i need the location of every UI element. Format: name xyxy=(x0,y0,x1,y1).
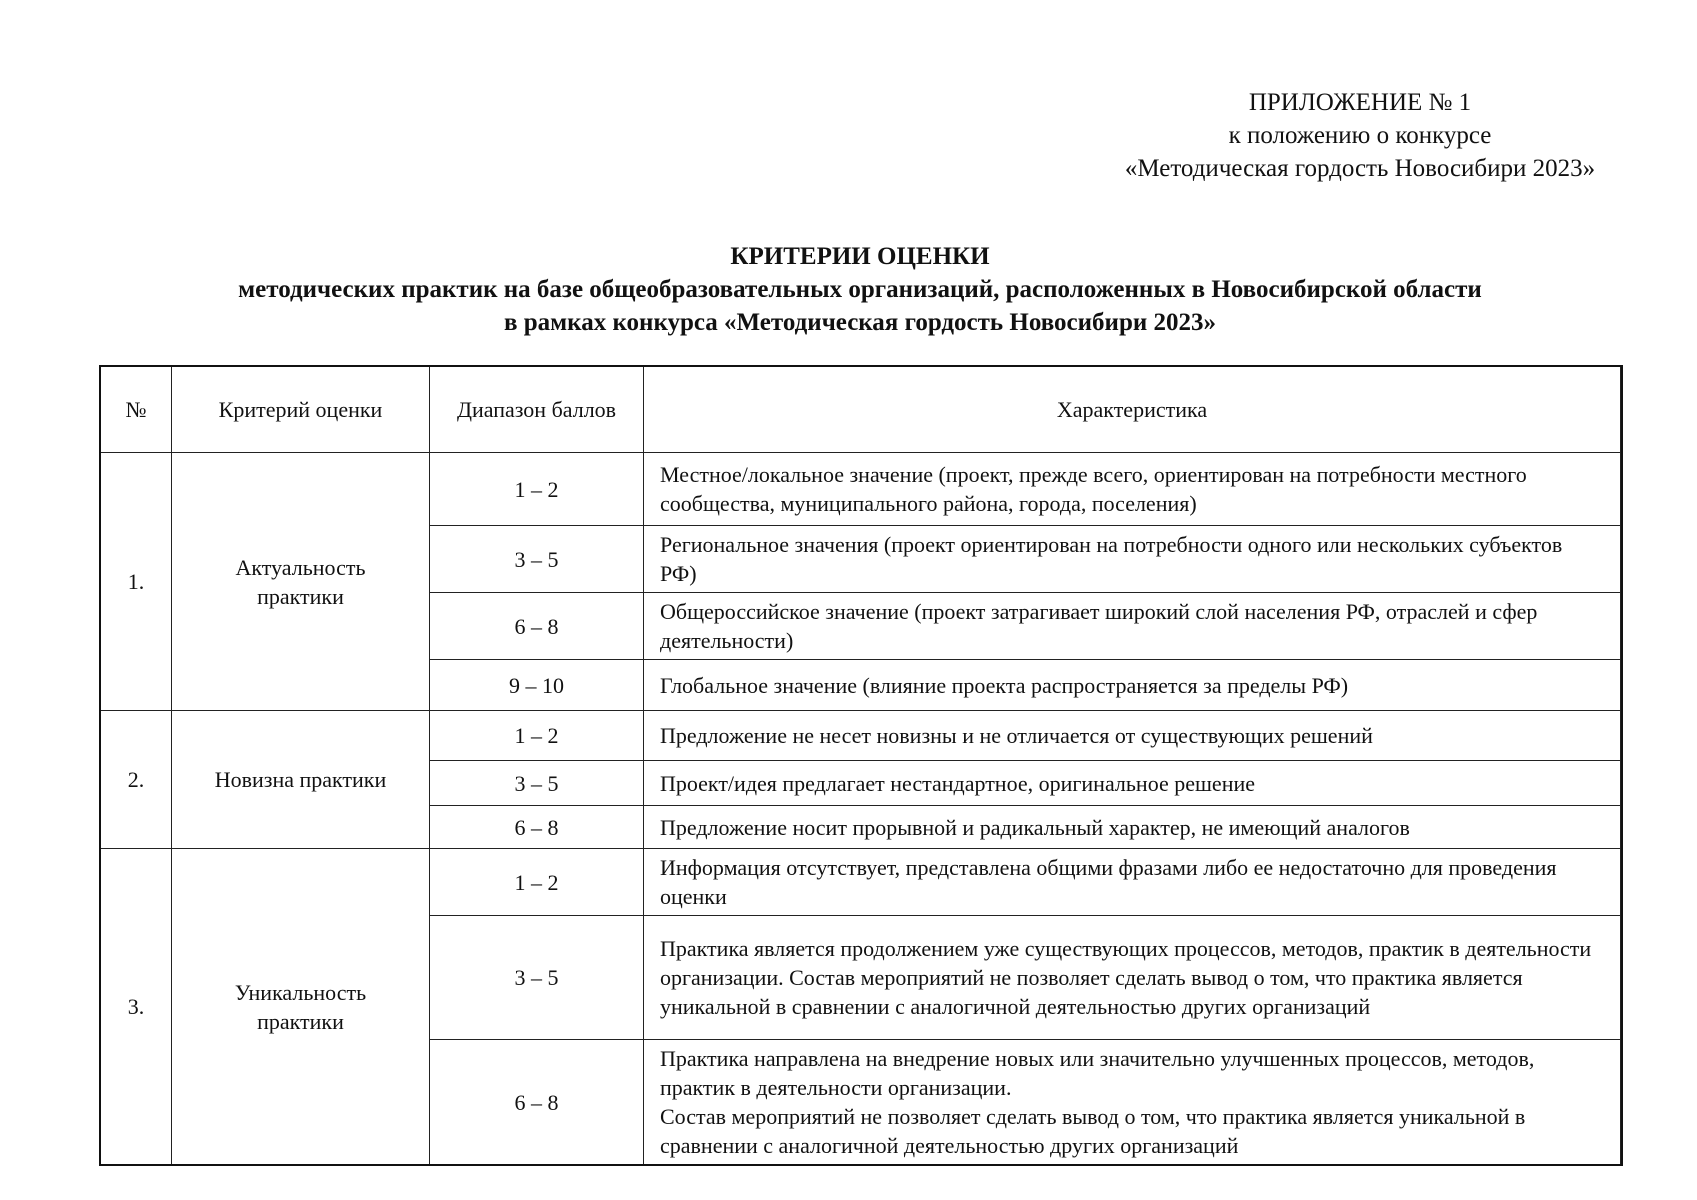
criterion-description: Региональное значения (проект ориентирован на потребности одного или нескольких субъектов РФ) xyxy=(644,526,1621,593)
criterion-description: Общероссийское значение (проект затрагивает широкий слой населения РФ, отраслей и сфер деятельности) xyxy=(644,593,1621,660)
document-subtitle-contest: в рамках конкурса «Методическая гордость Новосибири 2023» xyxy=(504,309,1216,336)
score-range: 6 – 8 xyxy=(430,593,644,660)
appendix-title: ПРИЛОЖЕНИЕ № 1 xyxy=(1248,89,1472,116)
score-range: 1 – 2 xyxy=(430,453,644,526)
score-range: 3 – 5 xyxy=(430,761,644,806)
score-range: 9 – 10 xyxy=(430,660,644,711)
table-row xyxy=(101,711,1621,761)
header-range: Диапазон баллов xyxy=(430,367,644,453)
document-heading xyxy=(100,240,1620,339)
table-row xyxy=(101,453,1621,526)
criterion-description: Проект/идея предлагает нестандартное, оригинальное решение xyxy=(644,761,1621,806)
score-range: 6 – 8 xyxy=(430,1040,644,1165)
score-range: 1 – 2 xyxy=(430,711,644,761)
header-num: № xyxy=(101,367,172,453)
document-title: КРИТЕРИИ ОЦЕНКИ xyxy=(730,243,990,270)
header-criterion: Критерий оценки xyxy=(172,367,430,453)
criterion-description xyxy=(644,1040,1621,1165)
score-range: 3 – 5 xyxy=(430,916,644,1040)
criterion-description: Практика является продолжением уже существующих процессов, методов, практик в деятельности организации. Состав мероприятий не позволяет сделать вывод о том, что практика является уникальной в сравнении с аналогичной деятельностью других организаций xyxy=(644,916,1621,1040)
criterion-name-text: Актуальность практики xyxy=(235,554,366,609)
criterion-description: Информация отсутствует, представлена общими фразами либо ее недостаточно для проведения оценки xyxy=(644,849,1621,916)
table-header-row xyxy=(101,367,1621,453)
criterion-description: Предложение носит прорывной и радикальный характер, не имеющий аналогов xyxy=(644,806,1621,849)
score-range: 1 – 2 xyxy=(430,849,644,916)
criterion-number: 1. xyxy=(101,453,172,711)
appendix-header xyxy=(1040,86,1680,185)
criterion-name-text: Уникальность практики xyxy=(234,979,367,1034)
table-row xyxy=(101,849,1621,916)
criteria-table xyxy=(100,366,1621,1165)
criterion-description-part2: Состав мероприятий не позволяет сделать вывод о том, что практика является уникальной в сравнении с аналогичной деятельностью других организаций xyxy=(660,1104,1526,1158)
criterion-number: 2. xyxy=(101,711,172,849)
criterion-description: Местное/локальное значение (проект, прежде всего, ориентирован на потребности местного сообщества, муниципального района, города, поселения) xyxy=(644,453,1621,526)
criterion-description: Предложение не несет новизны и не отличается от существующих решений xyxy=(644,711,1621,761)
document-subtitle: методических практик на базе общеобразовательных организаций, расположенных в Новосибирской области xyxy=(238,276,1482,303)
criterion-number: 3. xyxy=(101,849,172,1165)
score-range: 3 – 5 xyxy=(430,526,644,593)
appendix-contest-name: «Методическая гордость Новосибири 2023» xyxy=(1124,155,1596,182)
criterion-name xyxy=(172,453,430,711)
criterion-name xyxy=(172,849,430,1165)
appendix-subtitle: к положению о конкурсе xyxy=(1228,122,1492,149)
criterion-description: Глобальное значение (влияние проекта распространяется за пределы РФ) xyxy=(644,660,1621,711)
score-range: 6 – 8 xyxy=(430,806,644,849)
criterion-description-part1: Практика направлена на внедрение новых или значительно улучшенных процессов, методов, практик в деятельности организации. xyxy=(660,1046,1535,1100)
header-description: Характеристика xyxy=(644,367,1621,453)
criterion-name: Новизна практики xyxy=(172,711,430,849)
